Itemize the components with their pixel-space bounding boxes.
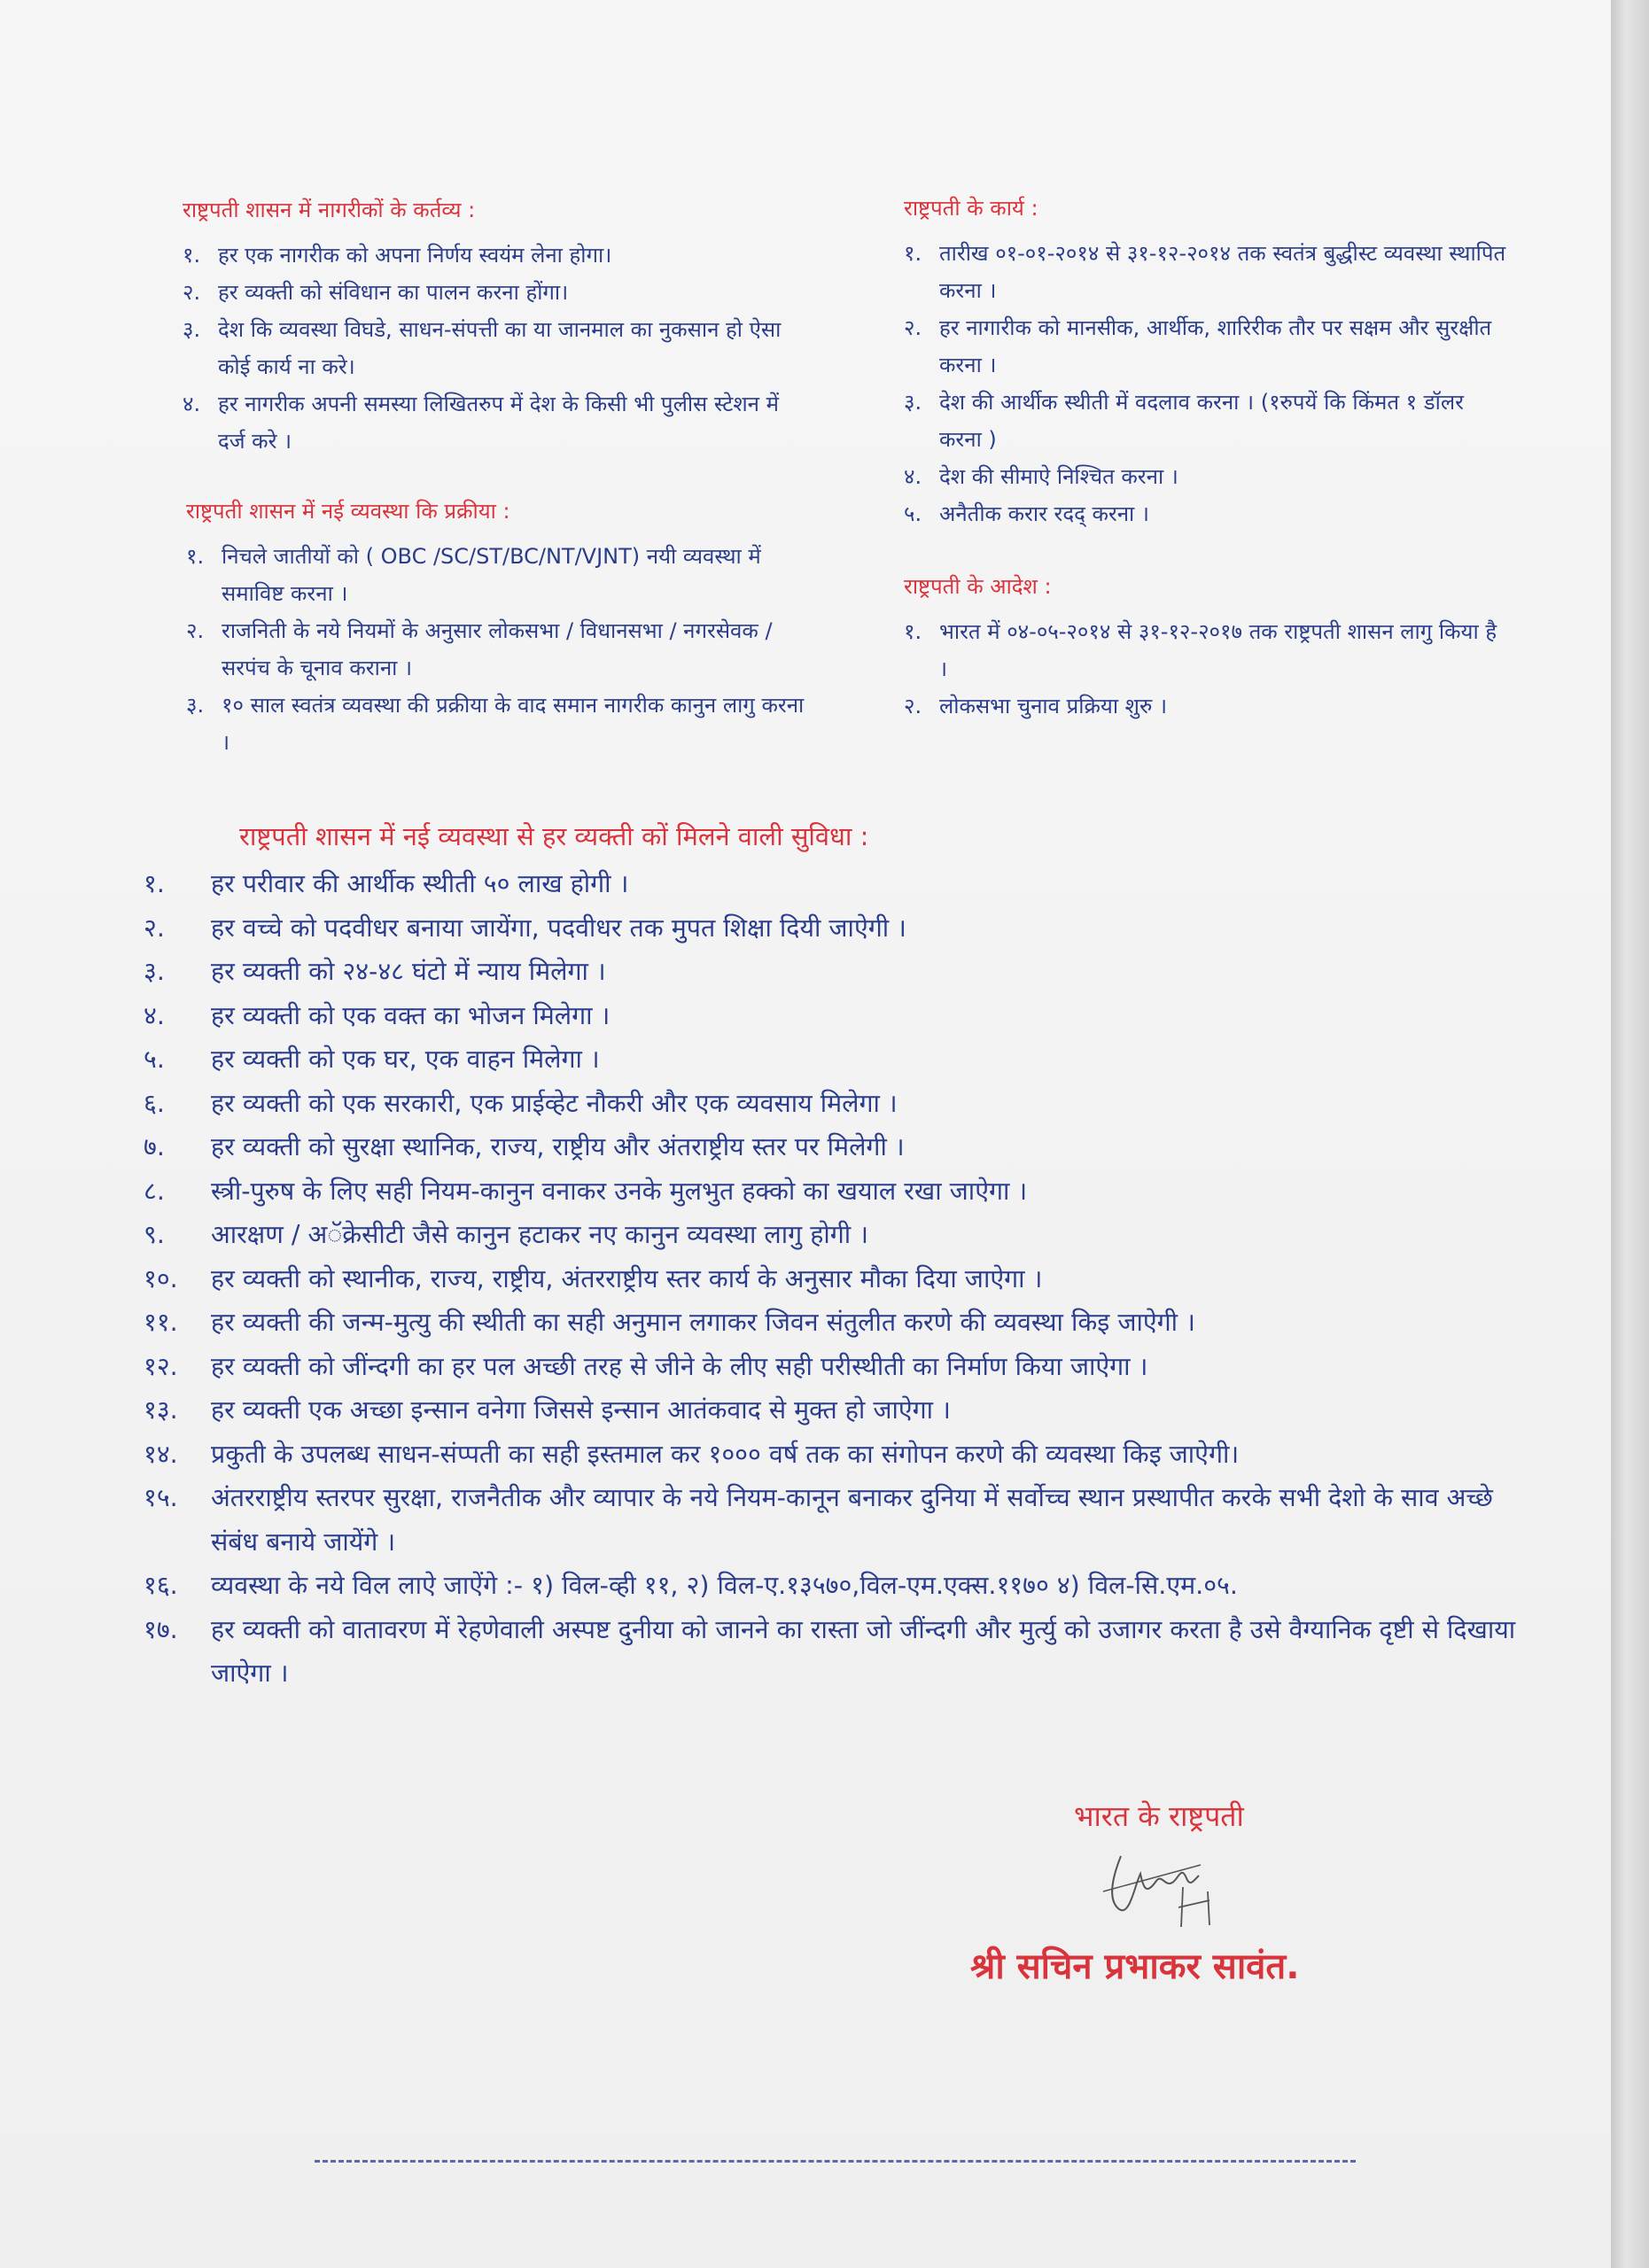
- benefit-item-text: स्त्री-पुरुष के लिए सही नियम-कानुन वनाकर उनके मुलभुत हक्को का खयाल रखा जाऐगा ।: [211, 1176, 1028, 1206]
- benefits-section: [144, 819, 1526, 1696]
- duty-item-number: ३.: [183, 317, 201, 342]
- benefit-item-text: हर व्यक्ती को एक घर, एक वाहन मिलेगा ।: [211, 1045, 600, 1074]
- benefit-item-number: १५.: [144, 1483, 178, 1512]
- benefit-item: [144, 1125, 1526, 1169]
- order-item-text: लोकसभा चुनाव प्रक्रिया शुरु ।: [939, 694, 1168, 718]
- process-item-number: २.: [186, 618, 205, 643]
- process-heading: राष्ट्रपती शासन में नई व्यवस्था कि प्रक्रीया :: [186, 499, 510, 524]
- benefit-item-number: २.: [144, 913, 165, 943]
- order-item-text: भारत में ०४-०५-२०१४ से ३१-१२-२०१७ तक राष्ट्रपती शासन लागु किया है ।: [939, 619, 1497, 681]
- benefit-item: [144, 1213, 1526, 1257]
- work-item-number: ५.: [904, 501, 922, 526]
- benefit-item-number: ३.: [144, 957, 165, 986]
- benefit-item-number: ७.: [144, 1132, 165, 1161]
- order-item: [904, 687, 1506, 725]
- work-item-text: अनैतीक करार रदद् करना ।: [939, 501, 1149, 526]
- duty-item-number: १.: [183, 243, 201, 268]
- benefit-item-number: ६.: [144, 1088, 165, 1118]
- process-item-text: १० साल स्वतंत्र व्यवस्था की प्रक्रीया के वाद समान नागरीक कानुन लागु करना ।: [222, 693, 805, 755]
- duty-item: [183, 385, 803, 460]
- duty-item-text: हर व्यक्ती को संविधान का पालन करना होंगा।: [218, 280, 569, 305]
- work-item-text: देश की सीमाऐ निश्चित करना ।: [939, 464, 1178, 489]
- benefit-item: [144, 1037, 1526, 1082]
- benefit-item-number: १२.: [144, 1351, 178, 1381]
- benefit-item-text: हर व्यक्ती को सुरक्षा स्थानिक, राज्य, राष्ट्रीय और अंतराष्ट्रीय स्तर पर मिलेगी ।: [211, 1132, 905, 1161]
- benefit-item-text: हर व्यक्ती को वातावरण में रेहणेवाली अस्पष्ट दुनीया को जानने का रास्ता जो जींन्दगी और मुर्त्यु को उजागर करता है उसे वैग्यानिक दृष्टी से दिखाया जाऐगा ।: [211, 1614, 1516, 1688]
- benefit-item-text: व्यवस्था के नये विल लाऐ जाऐंगे :- १) विल-व्ही ११, २) विल-ए.१३५७०,विल-एम.एक्स.११७० ४) विल-सि.एम.०५.: [211, 1571, 1238, 1600]
- benefit-item: [144, 1433, 1526, 1477]
- process-item-text: राजनिती के नये नियमों के अनुसार लोकसभा / विधानसभा / नगरसेवक / सरपंच के चूनाव कराना ।: [222, 618, 773, 680]
- work-item-text: देश की आर्थीक स्थीती में वदलाव करना । (१रुपयें कि किंमत १ डॉलर करना ): [939, 390, 1464, 452]
- work-item: [904, 458, 1506, 495]
- process-item-number: ३.: [186, 693, 205, 718]
- work-item-number: ३.: [904, 390, 922, 415]
- work-item-text: तारीख ०१-०१-२०१४ से ३१-१२-२०१४ तक स्वतंत्र बुद्धीस्ट व्यवस्था स्थापित करना ।: [939, 241, 1506, 303]
- benefits-list: [144, 862, 1526, 1696]
- benefit-item: [144, 1608, 1526, 1696]
- process-item: [186, 538, 806, 612]
- benefit-item-number: ५.: [144, 1045, 165, 1074]
- benefit-item: [144, 1169, 1526, 1214]
- works-heading: राष्ट्रपती के कार्य :: [904, 196, 1038, 221]
- signatory-name: श्री सचिन प्रभाकर सावंत.: [970, 1946, 1300, 1987]
- benefit-item-number: १०.: [144, 1263, 178, 1293]
- duty-item: [183, 274, 803, 311]
- duty-item-text: देश कि व्यवस्था विघडे, साधन-संपत्ती का या जानमाल का नुकसान हो ऐसा कोई कार्य ना करे।: [218, 317, 782, 379]
- process-item-text: निचले जातीयों को ( OBC /SC/ST/BC/NT/VJNT) नयी व्यवस्था में समाविष्ट करना ।: [222, 544, 761, 606]
- work-item-number: १.: [904, 241, 922, 266]
- benefit-item-text: हर व्यक्ती की जन्म-मुत्यु की स्थीती का सही अनुमान लगाकर जिवन संतुलीत करणे की व्यवस्था किइ जाऐगी ।: [211, 1308, 1195, 1337]
- benefit-item: [144, 1257, 1526, 1301]
- benefit-item: [144, 1082, 1526, 1126]
- orders-list: [904, 613, 1506, 725]
- benefit-item-number: १६.: [144, 1571, 178, 1600]
- benefit-item-text: हर वच्चे को पदवीधर बनाया जायेंगा, पदवीधर तक मुपत शिक्षा दियी जाऐगी ।: [211, 913, 906, 943]
- process-item-number: १.: [186, 544, 205, 569]
- benefit-item-number: ९.: [144, 1220, 165, 1249]
- duty-item-text: हर नागरीक अपनी समस्या लिखितरुप में देश के किसी भी पुलीस स्टेशन में दर्ज करे ।: [218, 392, 779, 454]
- benefit-item-number: ४.: [144, 1000, 165, 1030]
- duties-list: [183, 237, 803, 460]
- benefit-item-number: ११.: [144, 1308, 178, 1337]
- benefit-item-text: हर व्यक्ती को स्थानीक, राज्य, राष्ट्रीय, अंतरराष्ट्रीय स्तर कार्य के अनुसार मौका दिया जाऐगा ।: [211, 1263, 1043, 1293]
- benefit-item-text: हर व्यक्ती को जींन्दगी का हर पल अच्छी तरह से जीने के लीए सही परीस्थीती का निर्माण किया जाऐगा ।: [211, 1351, 1148, 1381]
- benefit-item: [144, 1345, 1526, 1389]
- order-item: [904, 613, 1506, 687]
- orders-heading: राष्ट्रपती के आदेश :: [904, 574, 1052, 599]
- benefit-item-text: हर व्यक्ती को २४-४८ घंटो में न्याय मिलेगा ।: [211, 957, 606, 986]
- process-section: [186, 496, 806, 761]
- benefit-item-text: हर परीवार की आर्थीक स्थीती ५० लाख होगी ।: [211, 869, 629, 898]
- benefit-item-text: आरक्षण / अॅक्रेसीटी जैसे कानुन हटाकर नए कानुन व्यवस्था लागु होगी ।: [211, 1220, 869, 1249]
- benefit-item-text: हर व्यक्ती एक अच्छा इन्सान वनेगा जिससे इन्सान आतंकवाद से मुक्त हो जाऐगा ।: [211, 1395, 951, 1425]
- benefits-heading: राष्ट्रपती शासन में नई व्यवस्था से हर व्यक्ती कों मिलने वाली सुविधा :: [239, 821, 869, 851]
- benefit-item-text: प्रकुती के उपलब्ध साधन-संप्पती का सही इस्तमाल कर १००० वर्ष तक का संगोपन करणे की व्यवस्था किइ जाऐगी।: [211, 1439, 1240, 1469]
- benefit-item-text: हर व्यक्ती को एक वक्त का भोजन मिलेगा ।: [211, 1000, 611, 1030]
- duty-item-number: ४.: [183, 392, 201, 416]
- benefit-item: [144, 1564, 1526, 1608]
- duty-item: [183, 311, 803, 385]
- process-item: [186, 687, 806, 761]
- benefit-item: [144, 950, 1526, 994]
- work-item: [904, 495, 1506, 532]
- works-list: [904, 235, 1506, 532]
- dashed-divider: [315, 2160, 1356, 2163]
- work-item: [904, 384, 1506, 458]
- benefit-item: [144, 862, 1526, 906]
- benefit-item-text: हर व्यक्ती को एक सरकारी, एक प्राईव्हेट नौकरी और एक व्यवसाय मिलेगा ।: [211, 1088, 898, 1118]
- works-section: [904, 193, 1506, 532]
- work-item: [904, 309, 1506, 384]
- benefit-item-number: १३.: [144, 1395, 178, 1425]
- benefit-item: [144, 1301, 1526, 1345]
- duties-heading: राष्ट्रपती शासन में नागरीकों के कर्तव्य :: [183, 198, 476, 222]
- handwritten-signature: [1094, 1838, 1236, 1936]
- work-item: [904, 235, 1506, 309]
- benefit-item-number: १७.: [144, 1614, 178, 1644]
- benefit-item-number: १.: [144, 869, 165, 898]
- work-item-text: हर नागारीक को मानसीक, आर्थीक, शारिरीक तौर पर सक्षम और सुरक्षीत करना ।: [939, 315, 1492, 377]
- process-list: [186, 538, 806, 761]
- benefit-item: [144, 906, 1526, 951]
- signature-title: भारत के राष्ट्रपती: [1074, 1799, 1244, 1833]
- benefit-item: [144, 1388, 1526, 1433]
- duty-item-text: हर एक नागरीक को अपना निर्णय स्वयंम लेना होगा।: [218, 243, 612, 268]
- duty-item-number: २.: [183, 280, 201, 305]
- benefit-item: [144, 1476, 1526, 1564]
- benefit-item: [144, 994, 1526, 1038]
- work-item-number: २.: [904, 315, 922, 340]
- order-item-number: २.: [904, 694, 922, 718]
- benefit-item-number: १४.: [144, 1439, 178, 1469]
- duties-section: [183, 195, 803, 460]
- page-edge: [1611, 0, 1649, 2268]
- benefit-item-number: ८.: [144, 1176, 165, 1206]
- order-item-number: १.: [904, 619, 922, 644]
- process-item: [186, 612, 806, 687]
- benefit-item-text: अंतरराष्ट्रीय स्तरपर सुरक्षा, राजनैतीक और व्यापार के नये नियम-कानून बनाकर दुनिया में सर्वोच्च स्थान प्रस्थापीत करके सभी देशो के साव अच्छे संबंध बनाये जायेंगे ।: [211, 1483, 1493, 1557]
- orders-section: [904, 571, 1506, 725]
- work-item-number: ४.: [904, 464, 922, 489]
- duty-item: [183, 237, 803, 274]
